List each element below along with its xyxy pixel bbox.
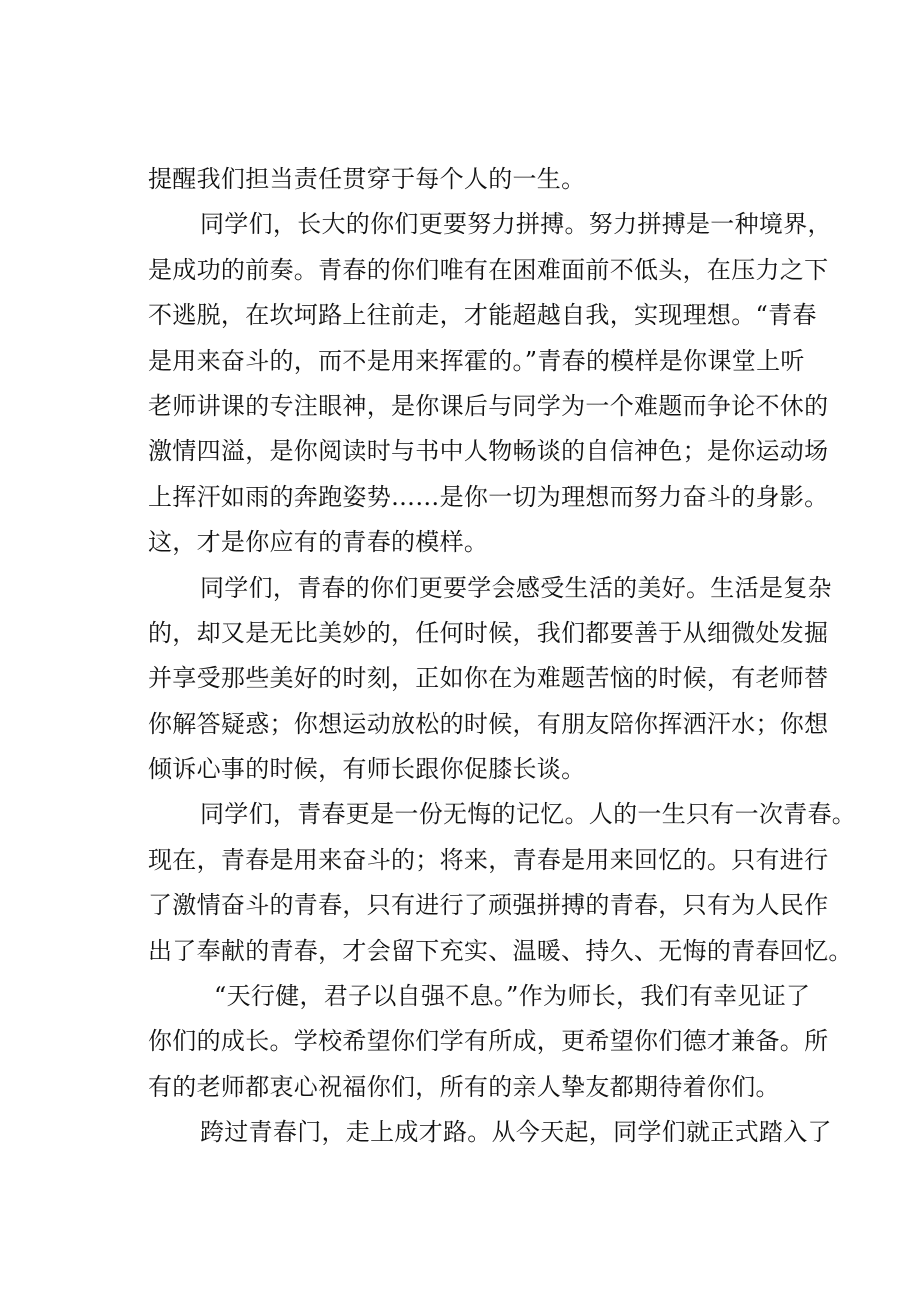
text-line: 倾诉心事的时候，有师长跟你促膝长谈。 [148,755,586,784]
text-line: 你们的成长。学校希望你们学有所成，更希望你们德才兼备。所 [148,1027,829,1056]
text-line: 现在，青春是用来奋斗的；将来，青春是用来回忆的。只有进行 [148,845,829,874]
text-line: 激情四溢，是你阅读时与书中人物畅谈的自信神色；是你运动场 [148,437,829,466]
paragraph-start-line: 跨过青春门，走上成才路。从今天起，同学们就正式踏入了 [200,1118,832,1147]
text-line: 你解答疑惑；你想运动放松的时候，有朋友陪你挥洒汗水；你想 [148,709,829,738]
body-text [148,157,857,1156]
text-line: 老师讲课的专注眼神，是你课后与同学为一个难题而争论不休的 [148,391,829,420]
text-line: 上挥汗如雨的奔跑姿势……是你一切为理想而努力奋斗的身影。 [148,482,829,511]
paragraph-start-line: 同学们，青春更是一份无悔的记忆。人的一生只有一次青春。 [200,800,857,829]
text-line: 是成功的前奏。青春的你们唯有在困难面前不低头，在压力之下 [148,255,829,284]
text-line: 并享受那些美好的时刻，正如你在为难题苦恼的时候，有老师替 [148,664,829,693]
text-line: 这，才是你应有的青春的模样。 [148,528,489,557]
paragraph-start-line: 同学们，青春的你们更要学会感受生活的美好。生活是复杂 [200,573,832,602]
text-line: 出了奉献的青春，才会留下充实、温暖、持久、无悔的青春回忆。 [148,936,853,965]
text-line: 不逃脱，在坎坷路上往前走，才能超越自我，实现理想。“青春 [148,301,817,330]
paragraph-start-line: 同学们，长大的你们更要努力拼搏。努力拼搏是一种境界， [200,210,832,239]
text-line: 有的老师都衷心祝福你们，所有的亲人挚友都期待着你们。 [148,1072,780,1101]
text-line: 了激情奋斗的青春，只有进行了顽强拼搏的青春，只有为人民作 [148,891,829,920]
text-line: 的，却又是无比美妙的，任何时候，我们都要善于从细微处发掘 [148,618,829,647]
text-line: 提醒我们担当责任贯穿于每个人的一生。 [148,165,586,193]
text-line: 是用来奋斗的，而不是用来挥霍的。”青春的模样是你课堂上听 [148,346,805,375]
paragraph-start-line: “天行健，君子以自强不息。”作为师长，我们有幸见证了 [214,982,811,1011]
